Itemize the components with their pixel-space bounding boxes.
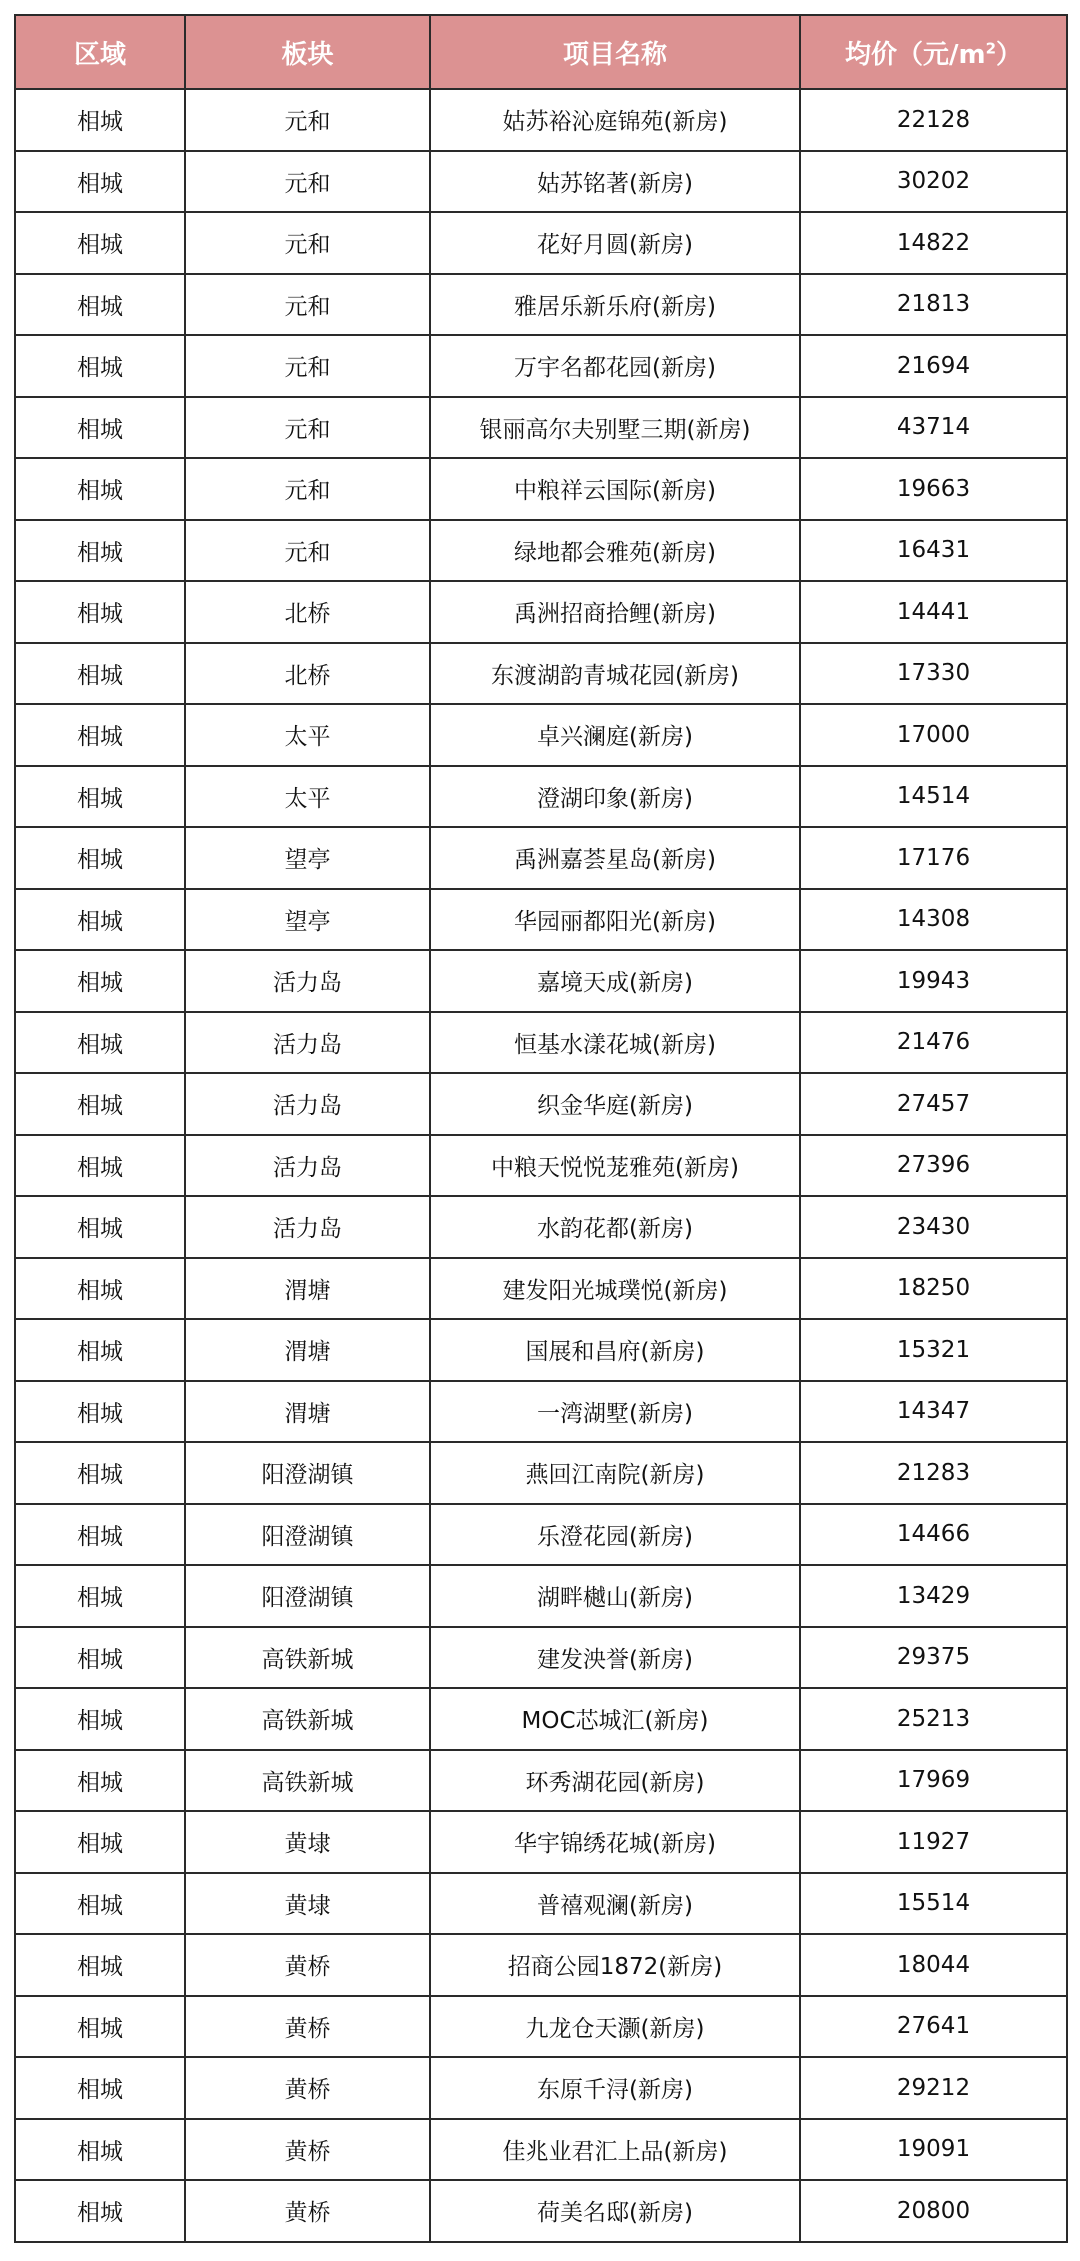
table-row — [15, 2119, 1067, 2181]
cell-block: 望亭 — [185, 827, 430, 889]
cell-average-price: 19663 — [800, 458, 1067, 520]
cell-region: 相城 — [15, 766, 185, 828]
cell-average-price: 21813 — [800, 274, 1067, 336]
cell-block: 黄桥 — [185, 1996, 430, 2058]
cell-project-name: 东渡湖韵青城花园(新房) — [430, 643, 800, 705]
header-block: 板块 — [185, 15, 430, 89]
cell-block: 太平 — [185, 766, 430, 828]
cell-region: 相城 — [15, 458, 185, 520]
cell-region: 相城 — [15, 1504, 185, 1566]
cell-project-name: 建发阳光城璞悦(新房) — [430, 1258, 800, 1320]
cell-region: 相城 — [15, 827, 185, 889]
cell-average-price: 16431 — [800, 520, 1067, 582]
cell-region: 相城 — [15, 1258, 185, 1320]
cell-project-name: 中粮祥云国际(新房) — [430, 458, 800, 520]
cell-project-name: 银丽高尔夫别墅三期(新房) — [430, 397, 800, 459]
cell-region: 相城 — [15, 1873, 185, 1935]
cell-block: 黄埭 — [185, 1811, 430, 1873]
header-average-price — [800, 15, 1067, 89]
header-project-name: 项目名称 — [430, 15, 800, 89]
table-row — [15, 89, 1067, 151]
cell-project-name: 一湾湖墅(新房) — [430, 1381, 800, 1443]
cell-region: 相城 — [15, 1627, 185, 1689]
cell-average-price: 21476 — [800, 1012, 1067, 1074]
cell-block: 阳澄湖镇 — [185, 1504, 430, 1566]
cell-block: 活力岛 — [185, 1012, 430, 1074]
cell-project-name: 卓兴澜庭(新房) — [430, 704, 800, 766]
table-body — [15, 89, 1067, 2242]
cell-average-price: 25213 — [800, 1688, 1067, 1750]
cell-block: 活力岛 — [185, 950, 430, 1012]
header-region: 区域 — [15, 15, 185, 89]
cell-block: 元和 — [185, 335, 430, 397]
table-row — [15, 2057, 1067, 2119]
cell-project-name: 中粮天悦悦茏雅苑(新房) — [430, 1135, 800, 1197]
cell-average-price: 14347 — [800, 1381, 1067, 1443]
cell-region: 相城 — [15, 397, 185, 459]
cell-average-price: 20800 — [800, 2180, 1067, 2242]
cell-average-price: 17969 — [800, 1750, 1067, 1812]
table-row — [15, 643, 1067, 705]
cell-block: 北桥 — [185, 643, 430, 705]
cell-average-price: 43714 — [800, 397, 1067, 459]
cell-project-name: 环秀湖花园(新房) — [430, 1750, 800, 1812]
cell-block: 阳澄湖镇 — [185, 1442, 430, 1504]
cell-project-name: 九龙仓天灏(新房) — [430, 1996, 800, 2058]
cell-block: 黄埭 — [185, 1873, 430, 1935]
cell-average-price: 23430 — [800, 1196, 1067, 1258]
cell-project-name: 姑苏裕沁庭锦苑(新房) — [430, 89, 800, 151]
cell-region: 相城 — [15, 520, 185, 582]
cell-block: 元和 — [185, 397, 430, 459]
header-price-prefix: 均价（元/m — [844, 39, 986, 70]
cell-average-price: 17330 — [800, 643, 1067, 705]
cell-block: 元和 — [185, 274, 430, 336]
cell-average-price: 17176 — [800, 827, 1067, 889]
cell-region: 相城 — [15, 212, 185, 274]
header-price-superscript: 2 — [985, 38, 996, 57]
table-row — [15, 1627, 1067, 1689]
cell-average-price: 15321 — [800, 1319, 1067, 1381]
table-row — [15, 458, 1067, 520]
cell-region: 相城 — [15, 889, 185, 951]
cell-average-price: 14308 — [800, 889, 1067, 951]
cell-region: 相城 — [15, 1565, 185, 1627]
cell-average-price: 21283 — [800, 1442, 1067, 1504]
table-row — [15, 1873, 1067, 1935]
cell-average-price: 14466 — [800, 1504, 1067, 1566]
table-row — [15, 827, 1067, 889]
cell-project-name: 华园丽都阳光(新房) — [430, 889, 800, 951]
cell-project-name: 澄湖印象(新房) — [430, 766, 800, 828]
cell-average-price: 15514 — [800, 1873, 1067, 1935]
cell-average-price: 21694 — [800, 335, 1067, 397]
cell-region: 相城 — [15, 1688, 185, 1750]
table-row — [15, 1811, 1067, 1873]
cell-block: 渭塘 — [185, 1258, 430, 1320]
cell-project-name: 荷美名邸(新房) — [430, 2180, 800, 2242]
table-row — [15, 1381, 1067, 1443]
cell-block: 北桥 — [185, 581, 430, 643]
table-row — [15, 1319, 1067, 1381]
cell-average-price: 14441 — [800, 581, 1067, 643]
price-table — [14, 14, 1068, 2243]
cell-region: 相城 — [15, 1811, 185, 1873]
cell-region: 相城 — [15, 2057, 185, 2119]
header-row — [15, 15, 1067, 89]
cell-project-name: 织金华庭(新房) — [430, 1073, 800, 1135]
cell-project-name: 乐澄花园(新房) — [430, 1504, 800, 1566]
cell-block: 黄桥 — [185, 2180, 430, 2242]
cell-region: 相城 — [15, 335, 185, 397]
cell-block: 活力岛 — [185, 1073, 430, 1135]
cell-block: 黄桥 — [185, 2057, 430, 2119]
cell-region: 相城 — [15, 1319, 185, 1381]
cell-average-price: 11927 — [800, 1811, 1067, 1873]
cell-project-name: 万宇名都花园(新房) — [430, 335, 800, 397]
cell-region: 相城 — [15, 89, 185, 151]
cell-block: 渭塘 — [185, 1381, 430, 1443]
cell-average-price: 18250 — [800, 1258, 1067, 1320]
cell-average-price: 18044 — [800, 1934, 1067, 1996]
table-row — [15, 766, 1067, 828]
cell-region: 相城 — [15, 2180, 185, 2242]
cell-average-price: 22128 — [800, 89, 1067, 151]
cell-project-name: 华宇锦绣花城(新房) — [430, 1811, 800, 1873]
cell-block: 阳澄湖镇 — [185, 1565, 430, 1627]
cell-region: 相城 — [15, 1750, 185, 1812]
cell-project-name: 佳兆业君汇上品(新房) — [430, 2119, 800, 2181]
table-row — [15, 1135, 1067, 1197]
cell-region: 相城 — [15, 151, 185, 213]
cell-project-name: 姑苏铭著(新房) — [430, 151, 800, 213]
table-row — [15, 151, 1067, 213]
cell-block: 高铁新城 — [185, 1627, 430, 1689]
cell-block: 黄桥 — [185, 2119, 430, 2181]
cell-project-name: 水韵花都(新房) — [430, 1196, 800, 1258]
table-row — [15, 1258, 1067, 1320]
cell-project-name: 恒基水漾花城(新房) — [430, 1012, 800, 1074]
cell-block: 高铁新城 — [185, 1750, 430, 1812]
table-row — [15, 581, 1067, 643]
cell-project-name: 嘉境天成(新房) — [430, 950, 800, 1012]
table-row — [15, 1442, 1067, 1504]
cell-project-name: 普禧观澜(新房) — [430, 1873, 800, 1935]
cell-project-name: 东原千浔(新房) — [430, 2057, 800, 2119]
cell-project-name: 国展和昌府(新房) — [430, 1319, 800, 1381]
cell-average-price: 17000 — [800, 704, 1067, 766]
cell-average-price: 27457 — [800, 1073, 1067, 1135]
cell-average-price: 29375 — [800, 1627, 1067, 1689]
table-row — [15, 1996, 1067, 2058]
cell-project-name: 建发泱誉(新房) — [430, 1627, 800, 1689]
cell-block: 太平 — [185, 704, 430, 766]
cell-block: 元和 — [185, 212, 430, 274]
cell-block: 元和 — [185, 458, 430, 520]
cell-region: 相城 — [15, 1012, 185, 1074]
cell-project-name: 雅居乐新乐府(新房) — [430, 274, 800, 336]
cell-average-price: 14822 — [800, 212, 1067, 274]
cell-project-name: 禹洲招商拾鲤(新房) — [430, 581, 800, 643]
cell-region: 相城 — [15, 950, 185, 1012]
table-row — [15, 1073, 1067, 1135]
cell-region: 相城 — [15, 581, 185, 643]
cell-project-name: MOC芯城汇(新房) — [430, 1688, 800, 1750]
cell-region: 相城 — [15, 1196, 185, 1258]
cell-average-price: 30202 — [800, 151, 1067, 213]
cell-region: 相城 — [15, 643, 185, 705]
cell-project-name: 禹洲嘉荟星岛(新房) — [430, 827, 800, 889]
table-row — [15, 520, 1067, 582]
table-row — [15, 1196, 1067, 1258]
table-row — [15, 1012, 1067, 1074]
table-row — [15, 889, 1067, 951]
cell-region: 相城 — [15, 1442, 185, 1504]
table-row — [15, 704, 1067, 766]
table-row — [15, 274, 1067, 336]
cell-average-price: 19091 — [800, 2119, 1067, 2181]
table-row — [15, 212, 1067, 274]
cell-project-name: 绿地都会雅苑(新房) — [430, 520, 800, 582]
cell-average-price: 19943 — [800, 950, 1067, 1012]
cell-region: 相城 — [15, 274, 185, 336]
table-row — [15, 1504, 1067, 1566]
table-row — [15, 397, 1067, 459]
cell-block: 活力岛 — [185, 1196, 430, 1258]
cell-region: 相城 — [15, 1996, 185, 2058]
cell-region: 相城 — [15, 1073, 185, 1135]
cell-project-name: 花好月圆(新房) — [430, 212, 800, 274]
cell-region: 相城 — [15, 1381, 185, 1443]
cell-region: 相城 — [15, 1135, 185, 1197]
header-price-suffix: ） — [996, 39, 1023, 70]
cell-block: 高铁新城 — [185, 1688, 430, 1750]
cell-region: 相城 — [15, 1934, 185, 1996]
table-row — [15, 950, 1067, 1012]
cell-region: 相城 — [15, 2119, 185, 2181]
cell-average-price: 27396 — [800, 1135, 1067, 1197]
cell-region: 相城 — [15, 704, 185, 766]
cell-block: 望亭 — [185, 889, 430, 951]
cell-project-name: 湖畔樾山(新房) — [430, 1565, 800, 1627]
table-row — [15, 1750, 1067, 1812]
table-row — [15, 1565, 1067, 1627]
cell-block: 黄桥 — [185, 1934, 430, 1996]
table-row — [15, 335, 1067, 397]
cell-block: 元和 — [185, 89, 430, 151]
cell-block: 元和 — [185, 520, 430, 582]
table-row — [15, 1934, 1067, 1996]
cell-average-price: 29212 — [800, 2057, 1067, 2119]
cell-average-price: 14514 — [800, 766, 1067, 828]
cell-project-name: 招商公园1872(新房) — [430, 1934, 800, 1996]
cell-project-name: 燕回江南院(新房) — [430, 1442, 800, 1504]
table-row — [15, 2180, 1067, 2242]
cell-block: 元和 — [185, 151, 430, 213]
table-row — [15, 1688, 1067, 1750]
cell-block: 渭塘 — [185, 1319, 430, 1381]
table-header — [15, 15, 1067, 89]
cell-average-price: 27641 — [800, 1996, 1067, 2058]
cell-average-price: 13429 — [800, 1565, 1067, 1627]
cell-block: 活力岛 — [185, 1135, 430, 1197]
